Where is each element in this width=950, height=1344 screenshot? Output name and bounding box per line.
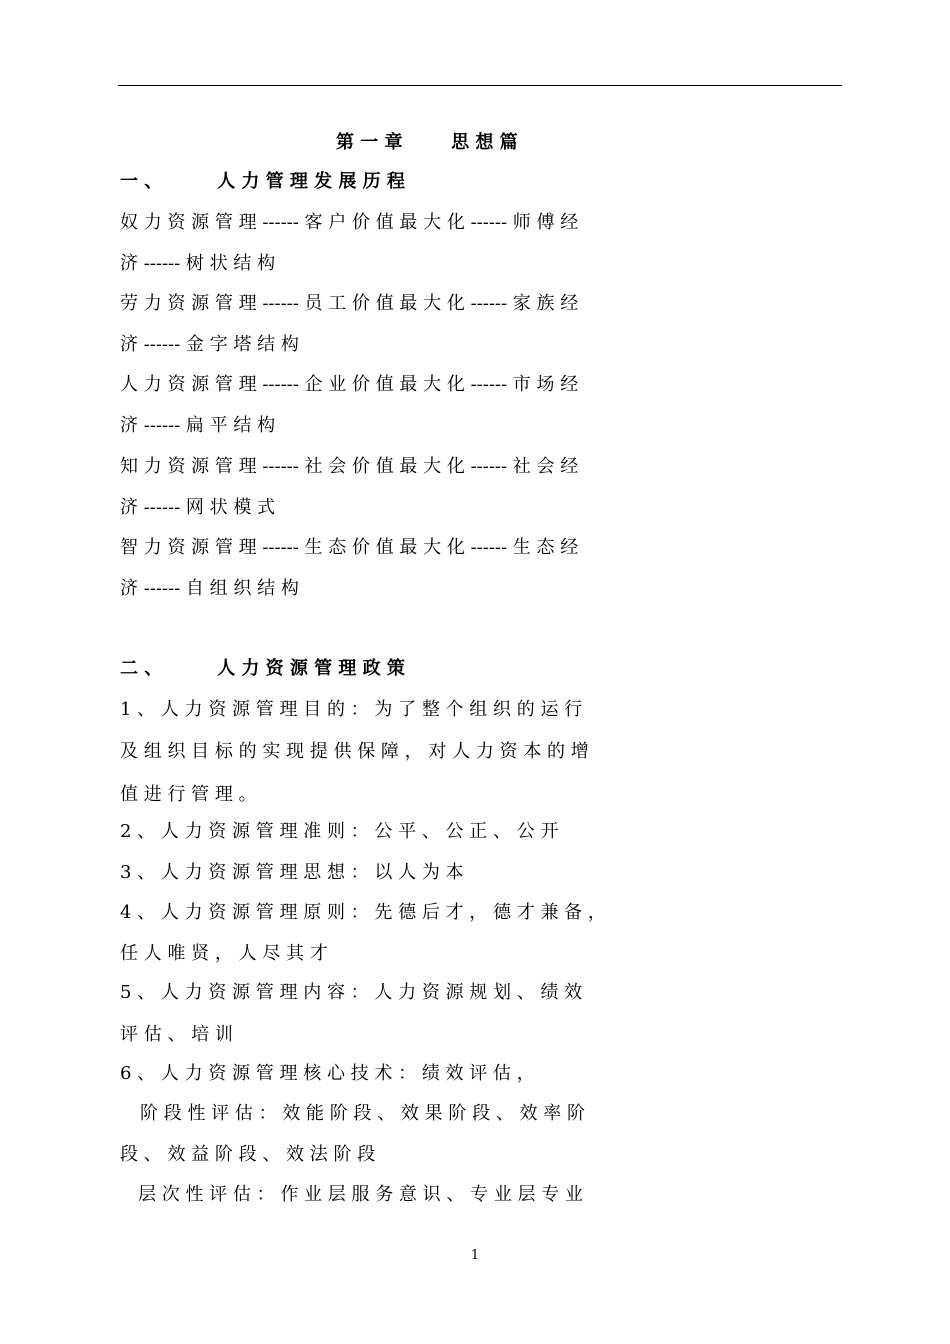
paragraph-line: 4 、 人 力 资 源 管 理 原 则 ： 先 德 后 才 ， 德 才 兼 备 ， <box>120 902 606 923</box>
paragraph-line: 段 、 效 益 阶 段 、 效 法 阶 段 <box>120 1144 376 1165</box>
paragraph-line: 6 、 人 力 资 源 管 理 核 心 技 术 ： 绩 效 评 估 ， <box>120 1063 535 1084</box>
paragraph-line: 济 ------ 树 状 结 构 <box>120 253 276 274</box>
page-number: 1 <box>470 1248 480 1263</box>
paragraph-line: 3 、 人 力 资 源 管 理 思 想 ： 以 人 为 本 <box>120 862 464 883</box>
section-1-heading: 一 、 人 力 管 理 发 展 历 程 <box>120 171 405 192</box>
paragraph-line: 1 、 人 力 资 源 管 理 目 的 ： 为 了 整 个 组 织 的 运 行 <box>120 699 583 720</box>
paragraph-line-indented: 阶 段 性 评 估 ： 效 能 阶 段 、 效 果 阶 段 、 效 率 阶 <box>140 1103 585 1124</box>
paragraph-line: 济 ------ 金 字 塔 结 构 <box>120 334 299 355</box>
section-2-heading: 二 、 人 力 资 源 管 理 政 策 <box>120 658 405 679</box>
paragraph-line: 济 ------ 自 组 织 结 构 <box>120 578 299 599</box>
paragraph-line: 及 组 织 目 标 的 实 现 提 供 保 障 ， 对 人 力 资 本 的 增 <box>120 741 589 762</box>
paragraph-line: 值 进 行 管 理 。 <box>120 784 257 805</box>
paragraph-line: 知 力 资 源 管 理 ------ 社 会 价 值 最 大 化 ------ 社 会 经 <box>120 456 579 477</box>
header-rule <box>118 85 842 86</box>
paragraph-line: 智 力 资 源 管 理 ------ 生 态 价 值 最 大 化 ------ 生 态 经 <box>120 537 579 558</box>
paragraph-line: 5 、 人 力 资 源 管 理 内 容 ： 人 力 资 源 规 划 、 绩 效 <box>120 982 583 1003</box>
paragraph-line: 2 、 人 力 资 源 管 理 准 则 ： 公 平 、 公 正 、 公 开 <box>120 821 559 842</box>
paragraph-line: 济 ------ 网 状 模 式 <box>120 497 276 518</box>
chapter-title: 第 一 章 思 想 篇 <box>336 132 518 153</box>
paragraph-line: 任 人 唯 贤 ， 人 尽 其 才 <box>120 943 328 964</box>
paragraph-line-indented: 层 次 性 评 估 ： 作 业 层 服 务 意 识 、 专 业 层 专 业 <box>138 1184 583 1205</box>
paragraph-line: 评 估 、 培 训 <box>120 1024 233 1045</box>
paragraph-line: 奴 力 资 源 管 理 ------ 客 户 价 值 最 大 化 ------ 师 傅 经 <box>120 212 579 233</box>
paragraph-line: 劳 力 资 源 管 理 ------ 员 工 价 值 最 大 化 ------ 家 族 经 <box>120 293 579 314</box>
paragraph-line: 人 力 资 源 管 理 ------ 企 业 价 值 最 大 化 ------ 市 场 经 <box>120 374 579 395</box>
paragraph-line: 济 ------ 扁 平 结 构 <box>120 415 276 436</box>
